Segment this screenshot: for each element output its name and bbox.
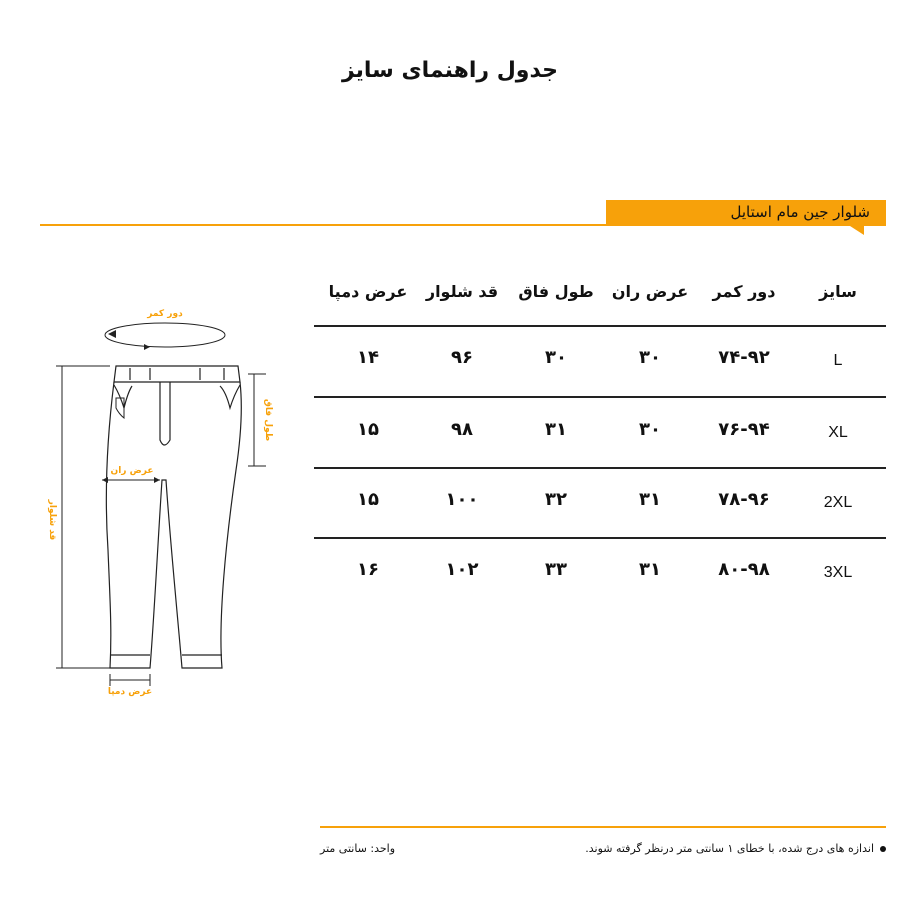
cell-waist: ۷۶-۹۴ bbox=[718, 419, 770, 440]
product-tag-notch bbox=[850, 226, 864, 235]
page-title: جدول راهنمای سایز bbox=[341, 58, 559, 83]
cell-rise: ۳۱ bbox=[545, 419, 567, 440]
header-waist: دور کمر bbox=[712, 282, 776, 301]
hem-label: عرض دمپا bbox=[107, 687, 153, 697]
footer-divider bbox=[320, 826, 886, 828]
row-divider bbox=[314, 537, 886, 539]
row-divider bbox=[314, 396, 886, 398]
rise-label: طول فاق bbox=[263, 398, 273, 442]
header-thigh: عرض ران bbox=[611, 282, 689, 301]
cell-hem: ۱۵ bbox=[357, 489, 379, 510]
header-length: قد شلوار bbox=[425, 282, 499, 301]
cell-waist: ۷۴-۹۲ bbox=[718, 347, 770, 368]
product-tag-label: شلوار جین مام استایل bbox=[730, 203, 870, 221]
cell-thigh: ۳۰ bbox=[639, 419, 661, 440]
cell-rise: ۳۰ bbox=[545, 347, 567, 368]
row-divider bbox=[314, 467, 886, 469]
measurement-note: اندازه های درج شده، با خطای ۱ سانتی متر درنظر گرفته شوند. bbox=[585, 842, 874, 855]
cell-hem: ۱۴ bbox=[357, 347, 379, 368]
cell-size: 2XL bbox=[823, 494, 853, 511]
jeans-diagram bbox=[20, 290, 300, 720]
header-size: سایز bbox=[819, 282, 857, 301]
pants-outline bbox=[106, 366, 241, 668]
table-header-line bbox=[314, 325, 886, 327]
header-rise: طول فاق bbox=[518, 282, 594, 301]
cell-thigh: ۳۱ bbox=[639, 489, 661, 510]
waist-label: دور کمر bbox=[147, 309, 183, 319]
waist-ellipse bbox=[105, 323, 225, 347]
length-label: قد شلوار bbox=[47, 499, 57, 541]
cell-length: ۱۰۰ bbox=[445, 489, 479, 510]
cell-length: ۹۶ bbox=[451, 347, 473, 368]
waist-arrow-bottom bbox=[144, 344, 150, 350]
bullet-icon bbox=[880, 846, 886, 852]
cell-length: ۹۸ bbox=[451, 419, 473, 440]
cell-rise: ۳۲ bbox=[545, 489, 567, 510]
cell-hem: ۱۵ bbox=[357, 419, 379, 440]
cell-thigh: ۳۱ bbox=[639, 559, 661, 580]
cell-size: L bbox=[833, 352, 843, 369]
waist-arrow-left bbox=[108, 330, 116, 338]
product-tag bbox=[606, 200, 886, 226]
cell-waist: ۷۸-۹۶ bbox=[718, 489, 770, 510]
cell-size: 3XL bbox=[823, 564, 853, 581]
cell-hem: ۱۶ bbox=[357, 559, 379, 580]
cell-rise: ۳۳ bbox=[545, 559, 567, 580]
cell-length: ۱۰۲ bbox=[445, 559, 479, 580]
cell-thigh: ۳۰ bbox=[639, 347, 661, 368]
cell-waist: ۸۰-۹۸ bbox=[718, 559, 770, 580]
unit-label: واحد: سانتی متر bbox=[320, 842, 396, 855]
thigh-label: عرض ران bbox=[110, 466, 154, 476]
header-hem: عرض دمپا bbox=[328, 282, 408, 301]
cell-size: XL bbox=[828, 424, 848, 441]
